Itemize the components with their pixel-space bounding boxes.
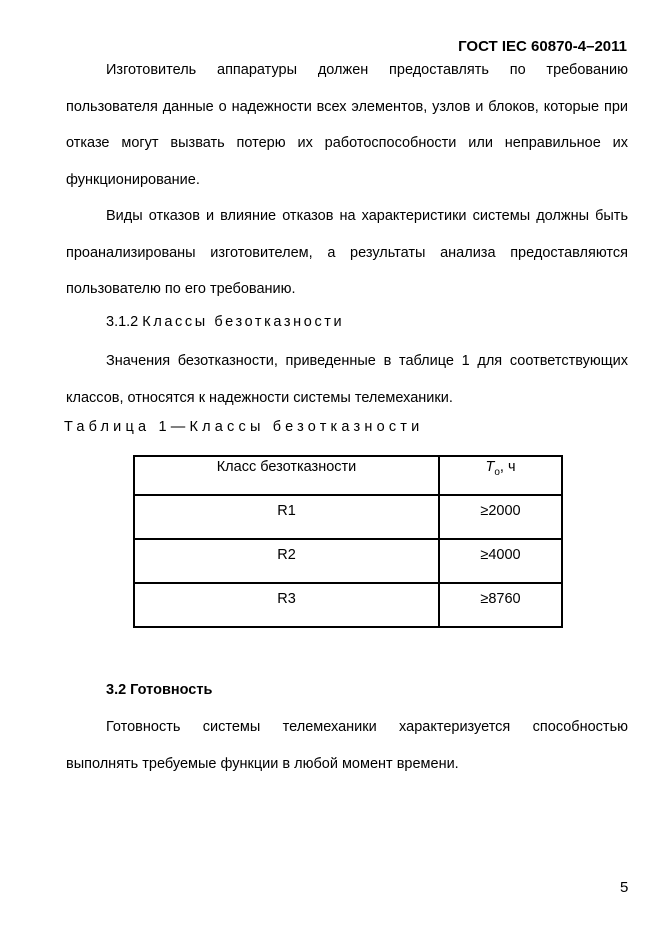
time-unit: , ч <box>499 459 516 475</box>
paragraph-availability: Готовность системы телемеханики характеризуется способностью выполнять требуемые функции в любой момент времени. <box>66 719 628 772</box>
header-time-cell <box>439 456 562 495</box>
class-cell: R1 <box>134 495 439 539</box>
value-cell: ≥8760 <box>439 583 562 627</box>
time-subscript: о <box>494 466 500 478</box>
value-cell: ≥4000 <box>439 539 562 583</box>
table-caption-label: Таблица <box>64 419 151 435</box>
header-class-cell: Класс безотказности <box>134 456 439 495</box>
reliability-classes-table <box>133 455 563 628</box>
paragraph-reliability-values: Значения безотказности, приведенные в таблице 1 для соответствующих классов, относятся к надежности системы телемеханики. <box>66 353 628 406</box>
table-header-row <box>134 456 562 495</box>
subsection-title: Классы безотказности <box>142 314 345 330</box>
paragraph-failure-analysis: Виды отказов и влияние отказов на характеристики системы должны быть проанализированы изготовителем, а результаты анализа предоставляются пользователю по его требованию. <box>66 208 628 297</box>
table-caption-number: 1 <box>158 419 171 435</box>
page-header: ГОСТ IEC 60870-4–2011 <box>458 38 627 55</box>
paragraph-manufacturer-data: Изготовитель аппаратуры должен предоставлять по требованию пользователя данные о надежности всех элементов, узлов и блоков, которые при отказе могут вызвать потерю их работоспособности или неправильное их функционирование. <box>66 62 628 188</box>
table-row <box>134 539 562 583</box>
page-number: 5 <box>620 879 629 896</box>
table-row <box>134 583 562 627</box>
time-symbol: T <box>485 459 495 475</box>
subsection-heading <box>106 314 344 330</box>
class-cell: R3 <box>134 583 439 627</box>
section-heading: 3.2 Готовность <box>106 682 213 698</box>
table-row <box>134 495 562 539</box>
subsection-number: 3.1.2 <box>106 314 139 330</box>
value-cell: ≥2000 <box>439 495 562 539</box>
class-cell: R2 <box>134 539 439 583</box>
table-caption-title: Классы безотказности <box>189 419 424 435</box>
table-caption <box>64 419 423 435</box>
table-caption-dash: — <box>170 419 190 435</box>
